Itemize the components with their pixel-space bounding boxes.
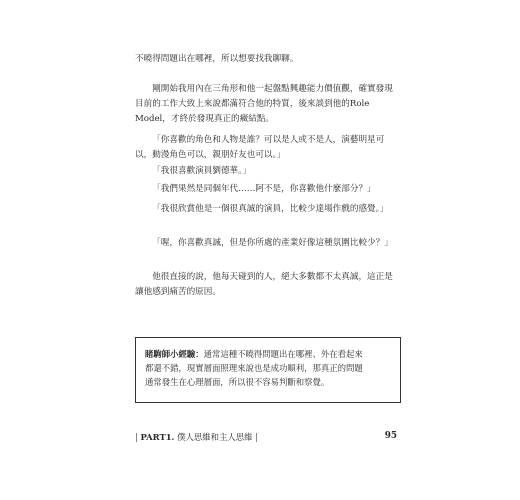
page-footer bbox=[135, 431, 397, 445]
running-header bbox=[135, 431, 258, 443]
paragraph-answer: 「我很喜歡演員劉德華。」 bbox=[152, 166, 252, 176]
part-title: 僕人思維和主人思維 bbox=[177, 432, 253, 442]
footer-divider-right: | bbox=[255, 432, 259, 442]
paragraph-sincere-actor: 「我很欣賞他是一個很真誠的演員，比較少達場作戲的感覺。」 bbox=[152, 204, 389, 214]
paragraph-same-era: 「我們果然是同個年代……阿不是，你喜歡他什麼部分？」 bbox=[152, 184, 376, 194]
tip-line-1 bbox=[145, 347, 391, 361]
experience-tip-box bbox=[135, 337, 401, 403]
tip-line-3: 通常發生在心理層面，所以很不容易判斷和察覺。 bbox=[145, 377, 330, 387]
tip-text-1: 通常這種不曉得問題出在哪裡、外在看起來 bbox=[203, 349, 363, 359]
tip-line-2: 都還不錯，現實層面照理來說也是成功順利，那真正的問題 bbox=[145, 363, 363, 373]
paragraph-continuation: 不曉得問題出在哪裡，所以想要找我聊聊。 bbox=[135, 54, 299, 64]
paragraph-conclusion: 他很直接的說，他每天碰到的人，絕大多數都不太真誠，這正是讓他感到痛苦的原因。 bbox=[135, 272, 393, 297]
page-number: 95 bbox=[384, 431, 397, 441]
tip-label: 睹駒師小經驗： bbox=[145, 349, 204, 359]
paragraph-role-model: 剛開始我用內在三角形和他一起盤點興趣能力價值觀，確實發現目前的工作大致上來說都滿符合他的特質，後來談到他的Role Model，才終於發現真正的癥結點。 bbox=[135, 84, 393, 124]
paragraph-industry: 「喔，你喜歡真誠，但是你所處的產業好像這種氛圍比較少？」 bbox=[152, 238, 393, 248]
footer-divider-left: | bbox=[135, 432, 138, 442]
part-label: PART1. bbox=[140, 432, 175, 442]
paragraph-question: 「你喜歡的角色和人物是誰？可以是人或不是人，演藝明星可以，動漫角色可以，親朋好友也可以。」 bbox=[135, 135, 385, 160]
